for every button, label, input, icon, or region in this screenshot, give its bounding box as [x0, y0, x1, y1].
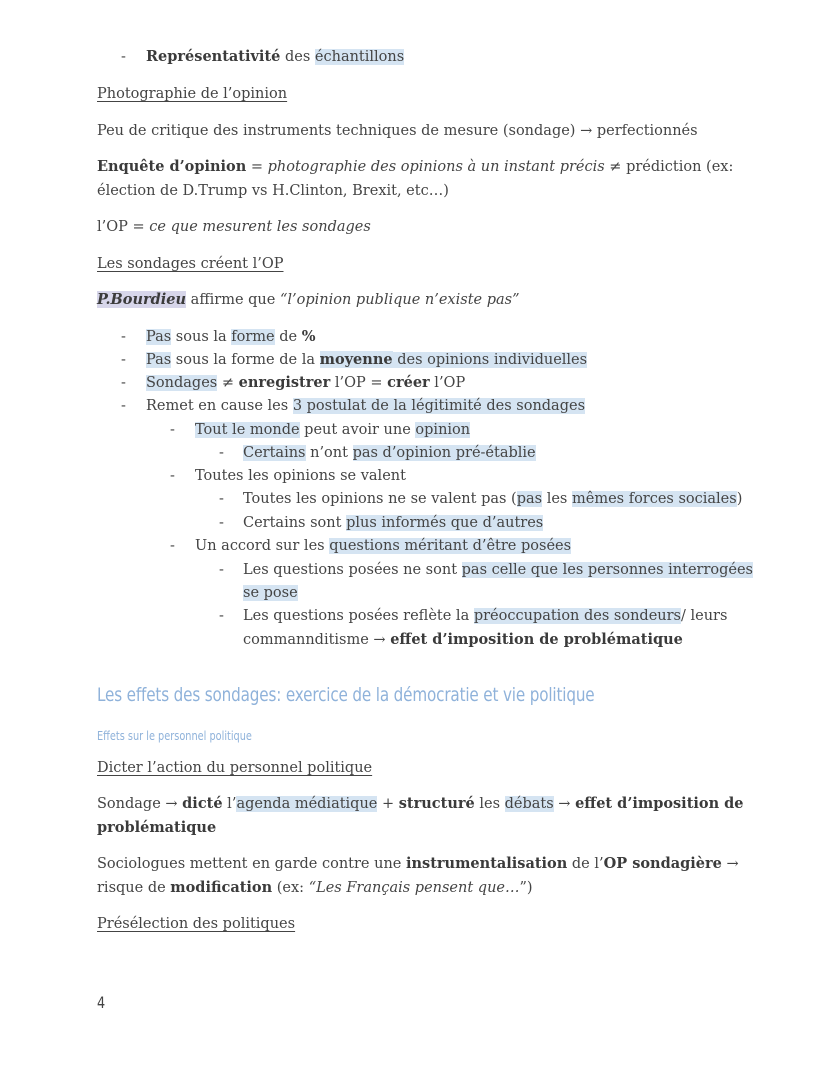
bullet-dash: - — [219, 445, 224, 461]
text: ≠ prédiction (ex: — [604, 159, 734, 175]
text: Sociologues mettent en garde contre une — [97, 856, 406, 872]
highlight-text: débats — [504, 796, 554, 812]
bullet-certains-pas-opinion — [243, 443, 536, 463]
bold-text: instrumentalisation — [405, 855, 568, 872]
paragraph-sociologues-cont — [97, 878, 533, 898]
text: sous la forme de la — [171, 352, 320, 368]
paragraph-critique: Peu de critique des instruments techniques de mesure (sondage) → perfectionnés — [97, 123, 698, 139]
bullet-questions-posees — [243, 560, 753, 580]
highlight-text: moyenne — [319, 351, 393, 368]
text: affirme que — [186, 292, 280, 308]
page-number: 4 — [97, 993, 106, 1012]
text: Les questions posées reflète la — [243, 608, 474, 624]
text: Sondage → — [97, 796, 183, 812]
paragraph-op-definition — [97, 217, 371, 237]
text: Un accord sur les — [195, 538, 330, 554]
text: de — [274, 329, 302, 345]
text: peut avoir une — [299, 422, 416, 438]
text: l’OP = — [97, 219, 150, 235]
italic-text: ce que mesurent les sondages — [149, 219, 371, 235]
bullet-preoccupation — [243, 606, 727, 626]
bullet-accord-questions — [195, 536, 571, 556]
paragraph-enquete — [97, 157, 733, 177]
bold-text: effet d’imposition de problématique — [390, 631, 683, 648]
bold-text: créer — [387, 374, 430, 391]
bold-text: structuré — [398, 795, 475, 812]
highlight-text: Certains — [243, 445, 306, 461]
bullet-dash: - — [170, 468, 175, 484]
bullet-tout-le-monde — [195, 420, 470, 440]
text: Certains sont — [243, 515, 347, 531]
bold-text: OP sondagière — [603, 855, 722, 872]
section-title-sondages-creent: Les sondages créent l’OP — [97, 256, 284, 272]
text: → — [721, 856, 739, 872]
section-title-dicter: Dicter l’action du personnel politique — [97, 760, 373, 776]
paragraph-enquete-cont: élection de D.Trump vs H.Clinton, Brexit, etc…) — [97, 183, 449, 199]
bullet-dash: - — [170, 538, 175, 554]
bullet-dash: - — [121, 49, 126, 65]
section-title-preselection: Présélection des politiques — [97, 916, 296, 932]
highlight-text: se pose — [243, 585, 298, 601]
text: → — [553, 796, 576, 812]
bullet-dash: - — [219, 491, 224, 507]
bullet-dash: - — [219, 562, 224, 578]
highlight-text: des opinions individuelles — [392, 352, 588, 368]
text: l’ — [222, 796, 237, 812]
text: des — [280, 49, 315, 65]
text: = — [246, 159, 268, 175]
text: l’OP = — [330, 375, 388, 391]
bold-text: effet d’imposition de — [575, 795, 744, 812]
text: l’OP — [429, 375, 466, 391]
bullet-dash: - — [219, 515, 224, 531]
highlight-text: questions méritant d’être posées — [329, 538, 572, 554]
text: n’ont — [305, 445, 353, 461]
highlight-text: plus informés que d’autres — [346, 515, 544, 531]
highlight-text: mêmes forces sociales — [571, 491, 737, 507]
highlight-text: P.Bourdieu — [97, 291, 187, 308]
bullet-dash: - — [121, 398, 126, 414]
highlight-text: pas — [516, 491, 543, 507]
text: sous la — [171, 329, 232, 345]
italic-text: photographie des opinions à un instant précis — [267, 159, 605, 175]
bullet-pas-forme — [146, 327, 316, 347]
paragraph-sociologues — [97, 854, 739, 874]
text: commannditisme → — [243, 632, 391, 648]
highlight-text: forme — [231, 329, 275, 345]
section-title-photographie: Photographie de l’opinion — [97, 86, 288, 102]
bold-text: modification — [170, 879, 273, 896]
italic-text: “l’opinion publique n’existe pas” — [279, 292, 520, 308]
highlight-text: opinion — [415, 422, 471, 438]
bullet-pas-moyenne — [146, 350, 587, 370]
heading-effets-sondages: Les effets des sondages: exercice de la démocratie et vie politique — [97, 684, 595, 706]
highlight-text: échantillons — [314, 49, 405, 65]
bullet-forces-sociales — [243, 489, 742, 509]
text: / leurs — [681, 608, 728, 624]
highlight-text: 3 postulat de la légitimité des sondages — [292, 398, 586, 414]
bullet-preoccupation-cont — [243, 630, 683, 650]
text: risque de — [97, 880, 171, 896]
bullet-dash: - — [170, 422, 175, 438]
paragraph-bourdieu — [97, 290, 520, 310]
highlight-text: agenda médiatique — [236, 796, 378, 812]
bullet-plus-informes — [243, 513, 543, 533]
highlight-text: Pas — [146, 352, 172, 368]
paragraph-sondage-dicte-cont: problématique — [97, 819, 217, 836]
text: Remet en cause les — [146, 398, 293, 414]
text: de l’ — [567, 856, 604, 872]
bullet-questions-posees-cont — [243, 583, 298, 603]
highlight-text: Tout le monde — [195, 422, 300, 438]
text: ≠ — [217, 375, 239, 391]
text: ) — [736, 491, 743, 507]
italic-text: “Les Français pensent que… — [308, 880, 520, 896]
text: ”) — [519, 880, 533, 896]
text: les — [542, 491, 572, 507]
bullet-remet-en-cause — [146, 396, 585, 416]
subheading-personnel-politique: Effets sur le personnel politique — [97, 728, 252, 743]
paragraph-sondage-dicte — [97, 794, 744, 814]
text: les — [474, 796, 505, 812]
text: Les questions posées ne sont — [243, 562, 462, 578]
highlight-text: Sondages — [146, 375, 218, 391]
bullet-dash: - — [121, 329, 126, 345]
text: (ex: — [272, 880, 309, 896]
bold-text: % — [301, 328, 316, 345]
highlight-text: Pas — [146, 329, 172, 345]
bullet-opinions-se-valent: Toutes les opinions se valent — [195, 468, 406, 484]
text: + — [377, 796, 399, 812]
bullet-dash: - — [219, 608, 224, 624]
bold-text: enregistrer — [238, 374, 331, 391]
bullet-dash: - — [121, 375, 126, 391]
highlight-text: pas celle que les personnes interrogées — [461, 562, 753, 578]
bullet-dash: - — [121, 352, 126, 368]
highlight-text: pas d’opinion pré-établie — [352, 445, 536, 461]
bullet-representativite — [146, 47, 404, 67]
bold-text: Enquête d’opinion — [97, 158, 247, 175]
text: Toutes les opinions ne se valent pas ( — [243, 491, 517, 507]
bold-text: dicté — [182, 795, 223, 812]
bullet-sondages-creer — [146, 373, 465, 393]
highlight-text: préoccupation des sondeurs — [473, 608, 681, 624]
bold-text: Représentativité — [146, 48, 281, 65]
